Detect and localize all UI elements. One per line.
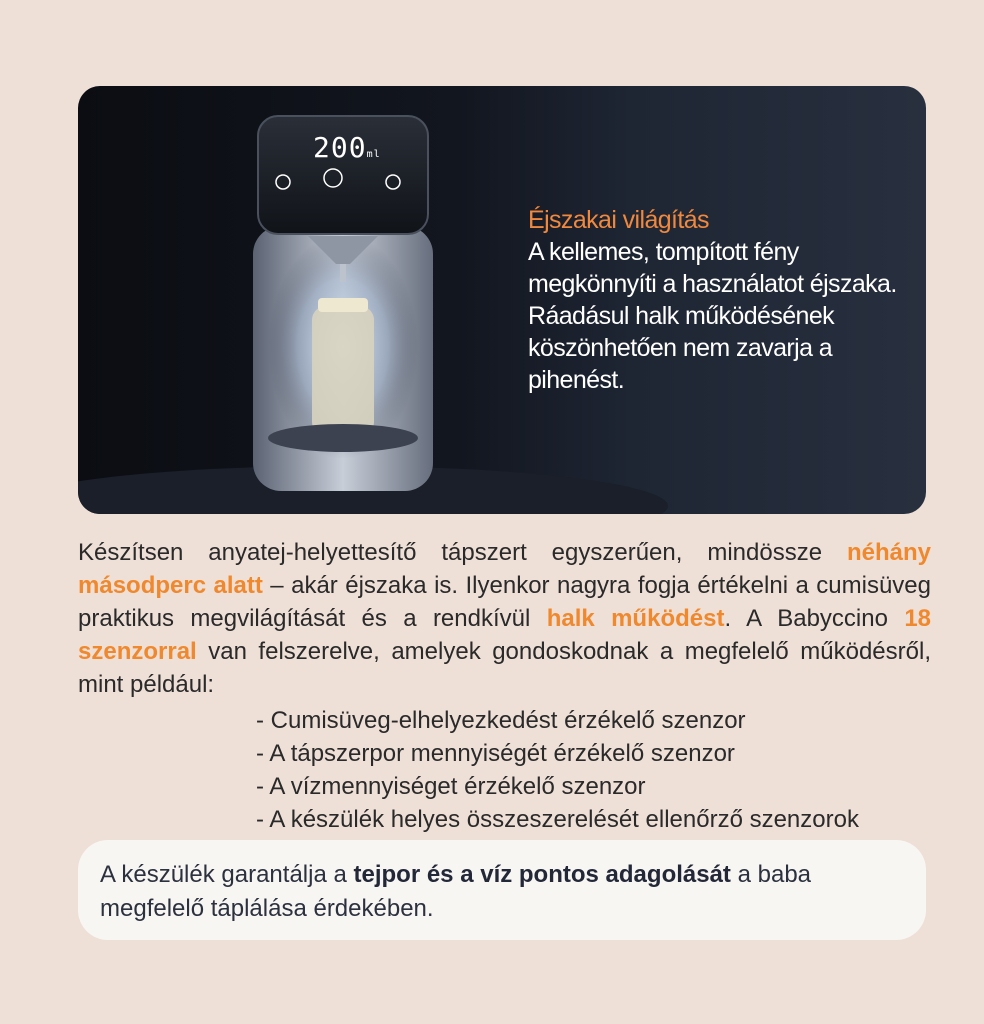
list-item: - Cumisüveg-elhelyezkedést érzékelő szenzor <box>256 707 746 734</box>
note-bold: tejpor és a víz pontos adagolását <box>353 861 731 888</box>
guarantee-note <box>78 840 926 940</box>
hero-caption <box>528 204 908 396</box>
hero-banner <box>78 86 926 514</box>
intro-text-3: . A Babyccino <box>724 605 905 632</box>
sensor-list <box>256 704 956 836</box>
list-item: - A vízmennyiséget érzékelő szenzor <box>256 773 646 800</box>
note-text-2: a baba megfelelő táplálása érdekében. <box>100 861 812 922</box>
intro-highlight-2: halk működést <box>546 605 725 632</box>
lcd-display <box>313 131 463 164</box>
list-item: - A tápszerpor mennyiségét érzékelő szenzor <box>256 740 735 767</box>
intro-text-4: van felszerelve, amelyek gondoskodnak a megfelelő működésről, mint például: <box>78 638 931 698</box>
intro-paragraph <box>78 536 931 701</box>
hero-body: A kellemes, tompított fény megkönnyíti a használatot éjszaka. Ráadásul halk működésének köszönhetően nem zavarja a pihenést. <box>528 238 897 394</box>
intro-highlight-1: néhány másodperc alatt <box>78 539 931 599</box>
intro-text-2: – akár éjszaka is. Ilyenkor nagyra fogja értékelni a cumisüveg praktikus megvilágítását és a rendkívül <box>78 572 931 632</box>
hero-title: Éjszakai világítás <box>528 206 709 234</box>
intro-highlight-3: 18 szenzorral <box>78 605 932 665</box>
note-text-1: A készülék garantálja a <box>100 861 354 888</box>
display-unit: ml <box>366 149 381 160</box>
list-item: - A készülék helyes összeszerelését ellenőrző szenzorok <box>256 806 859 833</box>
display-value: 200 <box>313 131 367 164</box>
intro-text-1: Készítsen anyatej-helyettesítő tápszert egyszerűen, mindössze <box>78 539 847 566</box>
